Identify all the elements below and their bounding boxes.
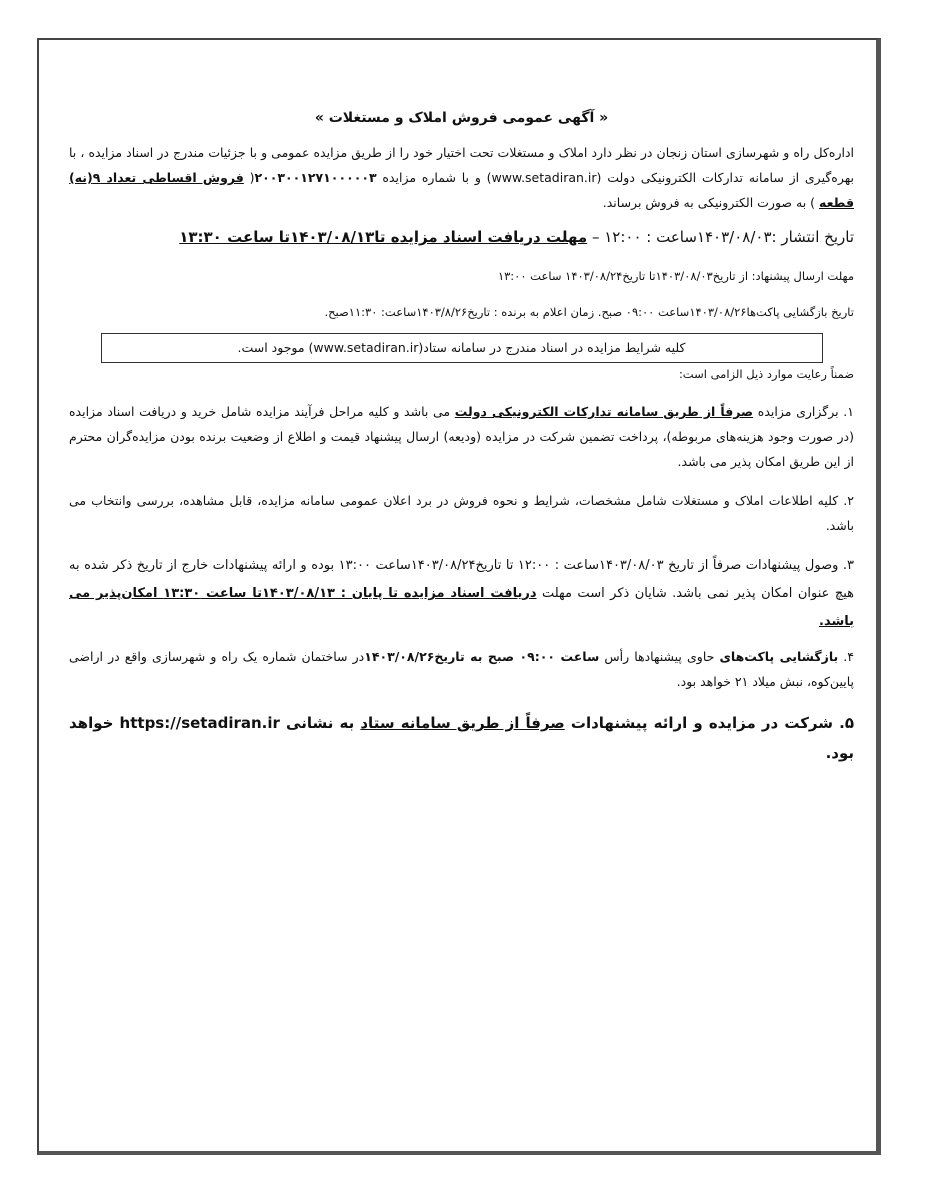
item5-text-3: خواهد بود.	[69, 714, 854, 762]
notice-site: www.setadiran.ir	[313, 340, 419, 355]
publish-prefix: تاریخ انتشار :۱۴۰۳/۰۸/۰۳ساعت : ۱۲:۰۰ –	[591, 228, 854, 246]
requirement-item-4	[69, 644, 854, 694]
item4-text-2: در ساختمان شماره یک راه و شهرسازی واقع در اراضی پایین‌کوه، نبش میلاد ۲۱ خواهد بود.	[69, 649, 854, 689]
notice-text-1: کلیه شرایط مزایده در اسناد مندرج در سامانه ستاد(	[418, 340, 686, 355]
item3-text: ۳. وصول پیشنهادات صرفاً از تاریخ ۱۴۰۳/۰۸/۰۳ساعت : ۱۲:۰۰ تا تاریخ۱۴۰۳/۰۸/۲۴ساعت ۱۳:۰۰ بوده و ارائه پیشنهادات خارج از تاریخ ذکر شده به هیچ عنوان امکان پذیر نمی باشد. شایان ذکر است مهلت	[69, 558, 854, 601]
installment-sale-highlight: فروش اقساطی تعداد ۹(نه) قطعه	[69, 170, 854, 210]
intro-text-2: ) و با شماره مزایده	[376, 170, 492, 185]
requirement-item-3	[69, 552, 854, 636]
item4-bold-1: بازگشایی پاکت‌های	[719, 649, 839, 664]
intro-text-1: اداره‌کل راه و شهرسازی استان زنجان در نظر دارد املاک و مستغلات تحت اختیار خود را از طریق مزایده عمومی و با جزئیات مندرج در اسناد مزایده ، با بهره‌گیری از سامانه تدارکات الکترونیکی دولت (	[69, 145, 854, 185]
intro-text-4: ) به صورت الکترونیکی به فروش برساند.	[602, 195, 819, 210]
item5-text-2: به نشانی	[279, 714, 361, 732]
item5-underline: صرفاً از طریق سامانه ستاد	[360, 714, 565, 732]
notice-text-2: ) موجود است.	[237, 340, 314, 355]
item1-rest: می باشد و کلیه مراحل فرآیند مزایده شامل خرید و دریافت اسناد مزایده (در صورت وجود هزینه‌های مربوطه)، پرداخت تضمین شرکت در مزایده (ودیعه) ارسال پیشنهاد قیمت و اطلاع از وضعیت برنده بودن مزایده‌گران محترم از این طریق امکان پذیر می باشد.	[69, 404, 854, 469]
requirement-item-1	[69, 399, 854, 474]
opening-date-line: تاریخ بازگشایی پاکت‌ها۱۴۰۳/۰۸/۲۶ساعت ۰۹:۰۰ صبح. زمان اعلام به برنده : تاریخ۱۴۰۳/۸/۲۶ساعت: ۱۱:۳۰صبح.	[324, 305, 854, 319]
intro-site: www.setadiran.ir	[491, 170, 597, 185]
auction-number: ۲۰۰۳۰۰۱۲۷۱۰۰۰۰۰۳	[254, 170, 377, 185]
page-title: « آگهی عمومی فروش املاک و مستغلات »	[314, 110, 609, 126]
submission-deadline-line: مهلت ارسال پیشنهاد: از تاریخ۱۴۰۳/۰۸/۰۳تا تاریخ۱۴۰۳/۰۸/۲۴ ساعت ۱۳:۰۰	[497, 269, 854, 283]
item3-bold-deadline: دریافت اسناد مزایده تا پایان : ۱۴۰۳/۰۸/۱۳تا ساعت ۱۳:۳۰ امکان‌پذیر می باشد.	[69, 586, 854, 629]
item1-num: ۱. برگزاری مزایده	[753, 404, 854, 419]
setadiran-url: https://setadiran.ir	[119, 714, 280, 732]
item5-text-1: ۵. شرکت در مزایده و ارائه پیشنهادات	[564, 714, 854, 732]
requirement-item-5	[69, 708, 854, 768]
document-content	[69, 110, 854, 768]
intro-paragraph	[69, 140, 854, 215]
intro-text-3: (	[243, 170, 255, 185]
item4-bold-2: ساعت ۰۹:۰۰ صبح به تاریخ۱۴۰۳/۰۸/۲۶	[364, 649, 600, 664]
document-frame	[37, 38, 881, 1155]
document-deadline: مهلت دریافت اسناد مزایده تا۱۴۰۳/۰۸/۱۳تا ساعت ۱۳:۳۰	[179, 228, 588, 246]
publish-line	[69, 223, 854, 251]
conditions-notice-box	[101, 333, 823, 363]
item4-num: ۴.	[838, 649, 854, 664]
item1-bold: صرفاً از طریق سامانه تدارکات الکترونیکی دولت	[454, 404, 754, 419]
requirement-item-2: ۲. کلیه اطلاعات املاک و مستغلات شامل مشخصات، شرایط و نحوه فروش در برد اعلان عمومی سامانه مزایده، قابل مشاهده، بررسی وانتخاب می باشد.	[69, 493, 854, 533]
item4-text-1: حاوی پیشنهادها رأس	[599, 649, 720, 664]
requirements-intro: ضمناً رعایت موارد ذیل الزامی است:	[678, 367, 854, 381]
